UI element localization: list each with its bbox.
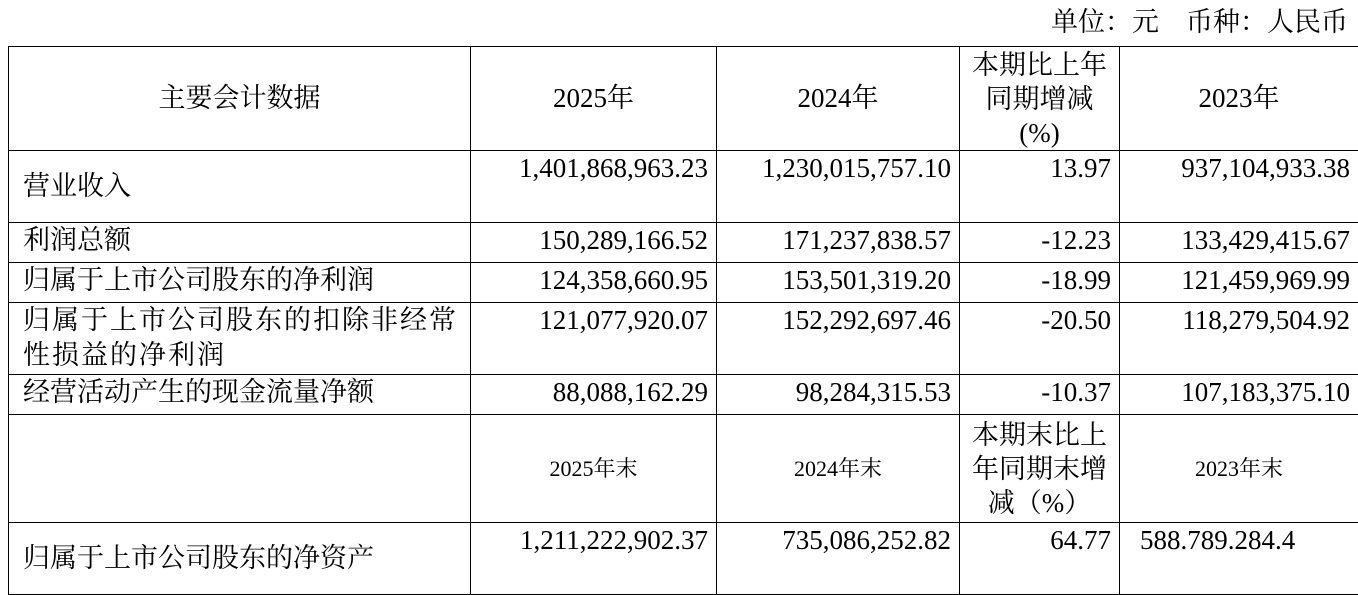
table-row [9,523,1358,595]
value-2025: 121,077,920.07 [471,303,717,375]
change-value: -10.37 [960,375,1120,415]
row-label: 归属于上市公司股东的净资产 [9,523,471,595]
value-2025: 1,401,868,963.23 [471,151,717,223]
header-year-end-2024: 2024年末 [717,415,960,523]
change-value: 13.97 [960,151,1120,223]
value-2023: 121,459,969.99 [1120,263,1358,303]
header-blank [9,415,471,523]
row-label: 经营活动产生的现金流量净额 [9,375,471,415]
value-2025: 1,211,222,902.37 [471,523,717,595]
table-row [9,375,1358,415]
value-2025: 124,358,660.95 [471,263,717,303]
unit-currency-note: 单位：元 币种：人民币 [1051,4,1348,40]
value-2025: 88,088,162.29 [471,375,717,415]
value-2024: 735,086,252.82 [717,523,960,595]
change-value: -12.23 [960,223,1120,263]
header-change-pct-end: 本期末比上年同期末增减（%） [960,415,1120,523]
value-2024: 1,230,015,757.10 [717,151,960,223]
table-row [9,303,1358,375]
table-header-row [9,415,1358,523]
value-2023: 118,279,504.92 [1120,303,1358,375]
value-2023: 588.789.284.4 [1120,523,1358,595]
row-label: 营业收入 [9,151,471,223]
header-year-2024: 2024年 [717,47,960,151]
change-value: -18.99 [960,263,1120,303]
accounting-data-table [8,46,1358,595]
value-2024: 98,284,315.53 [717,375,960,415]
table-row [9,263,1358,303]
value-2023: 937,104,933.38 [1120,151,1358,223]
value-2025: 150,289,166.52 [471,223,717,263]
value-2023: 133,429,415.67 [1120,223,1358,263]
table-header-row [9,47,1358,151]
header-year-2023: 2023年 [1120,47,1358,151]
header-year-2025: 2025年 [471,47,717,151]
row-label: 利润总额 [9,223,471,263]
row-label: 归属于上市公司股东的扣除非经常性损益的净利润 [9,303,471,375]
value-2024: 153,501,319.20 [717,263,960,303]
table-row [9,151,1358,223]
value-2024: 171,237,838.57 [717,223,960,263]
change-value: 64.77 [960,523,1120,595]
header-main-data: 主要会计数据 [9,47,471,151]
header-year-end-2023: 2023年末 [1120,415,1358,523]
value-2024: 152,292,697.46 [717,303,960,375]
header-change-pct: 本期比上年同期增减(%) [960,47,1120,151]
change-value: -20.50 [960,303,1120,375]
table-row [9,223,1358,263]
row-label: 归属于上市公司股东的净利润 [9,263,471,303]
header-year-end-2025: 2025年末 [471,415,717,523]
value-2023: 107,183,375.10 [1120,375,1358,415]
